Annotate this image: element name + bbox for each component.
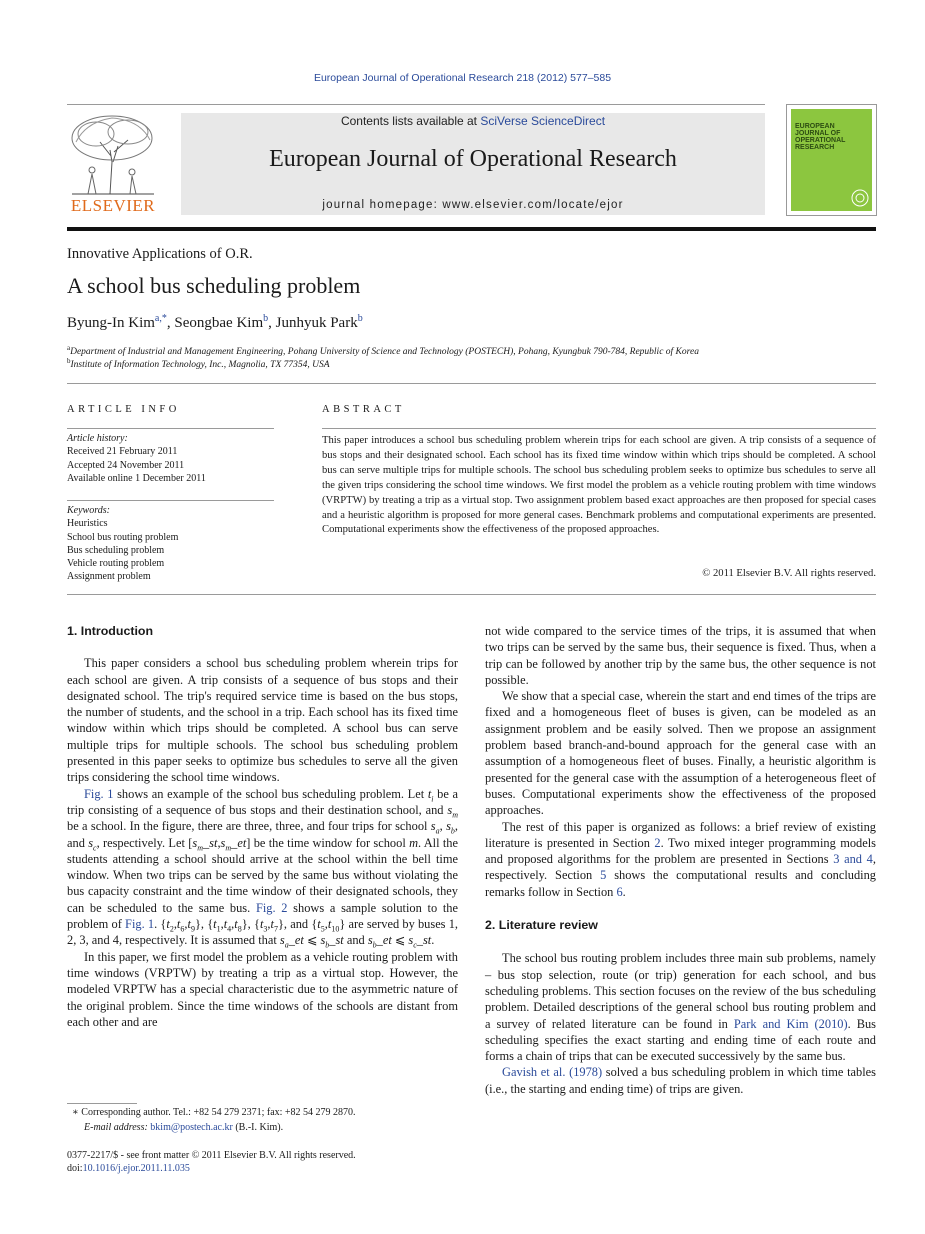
abstract-bottom-rule	[67, 594, 876, 595]
intro-paragraph-1: This paper considers a school bus scheduling problem wherein trips for each school are given. A trip consists of a sequence of bus stops and their designated school. The trip's required service time is based on the bus stops, the number of students, and the school in a trip. Each school has its fixed time window within which trips should be completed. A school bus can serve multiple trips for multiple schools. The school bus scheduling problem presented in this paper seeks to optimize bus schedules to serve all the given trips considering the school time windows.	[67, 656, 458, 785]
section-3-4-link[interactable]: 3 and 4	[833, 852, 873, 867]
seal-icon	[851, 189, 869, 207]
keyword: Assignment problem	[67, 571, 151, 583]
fig1-link[interactable]: Fig. 1	[84, 786, 114, 801]
journal-homepage[interactable]: journal homepage: www.elsevier.com/locate/ejor	[322, 199, 624, 211]
keyword: School bus routing problem	[67, 531, 179, 543]
literature-paragraph-1: The school bus routing problem includes three main sub problems, namely – bus stop selection, route (or trip) generation for each school, and bus scheduling problems. This section focuses on the review of the bus scheduling problem. Detailed descriptions of the general school bus routing problem and a survey of related literature can be found in Park and Kim (2010). Bus scheduling specifies the exact starting and ending time of each route and forms a chain of trips that can be executed successively by the same bus.	[485, 951, 876, 1064]
fig2-link[interactable]: Fig. 2	[255, 900, 288, 915]
cover-image	[791, 109, 872, 211]
author-1[interactable]: Byung-In Kim$^{a,*}$	[67, 313, 167, 331]
section-5-link[interactable]: 5	[600, 868, 607, 883]
doi-link[interactable]: 10.1016/j.ejor.2011.11.035	[82, 1163, 190, 1174]
footnote-rule	[67, 1103, 137, 1104]
keyword: Heuristics	[67, 518, 108, 530]
title-rule	[67, 383, 876, 384]
keywords	[67, 504, 274, 584]
doi-line: doi:10.1016/j.ejor.2011.11.035	[67, 1163, 190, 1174]
intro-paragraph-2: Fig. 1 shows an example of the school bus scheduling problem. Let $t_i$ be a trip consisting of a sequence of bus stops and their destination school, and $s_m$ be a school. In the figure, there are three, three, and four trips for school $s_a$, $s_b$, and $s_c$, respectively. Let $[s_m\_st,s_m\_et]$ be the time window for school m. All the students attending a school should arrive at the school within the bell time window. When two trips can be served by the same bus without violating the bus capacity constraint and the time window of their designated schools, they can be scheduled to the same bus. Fig. 2 shows a sample solution to the problem of Fig. 1. $\{t_2,t_6,t_9\}$, $\{t_1,t_4,t_8\}$, $\{t_3,t_7\}$, and $\{t_5,t_{10}\}$ are served by buses 1, 2, 3, and 4, respectively. It is assumed that $s_a\_et$ ⩽ $s_b\_st$ and $s_b\_et$ ⩽ $s_c\_st$.	[67, 786, 459, 950]
email-link[interactable]: bkim@postech.ac.kr	[150, 1122, 233, 1133]
affiliation-b: $^b$Institute of Information Technology, Inc., Magnolia, TX 77354, USA	[67, 357, 330, 371]
section-2-link[interactable]: 2	[654, 835, 661, 850]
online-date: Available online 1 December 2011	[67, 472, 206, 484]
header-thick-rule	[67, 227, 876, 231]
article-section: Innovative Applications of O.R.	[67, 246, 253, 262]
email-note: E-mail address: bkim@postech.ac.kr (B.-I. Kim).	[84, 1122, 284, 1133]
abstract-rule	[322, 428, 876, 429]
journal-citation[interactable]: European Journal of Operational Research 218 (2012) 577–585	[313, 72, 612, 84]
author-list: Byung-In Kim$^{a,*}$, Seongbae Kim$^b$, Junhyuk Park$^b$	[67, 313, 363, 331]
cover-title: EUROPEAN JOURNAL OF OPERATIONAL RESEARCH	[795, 123, 846, 151]
park-kim-ref[interactable]: Park and Kim (2010)	[733, 1016, 848, 1031]
journal-title: European Journal of Operational Research	[269, 146, 677, 172]
corresponding-author-note: ∗ Corresponding author. Tel.: +82 54 279 2371; fax: +82 54 279 2870.	[72, 1107, 356, 1118]
info-rule-2	[67, 500, 274, 501]
fig1-link-2[interactable]: Fig. 1	[125, 917, 155, 932]
intro-heading: 1. Introduction	[67, 624, 154, 638]
author-3[interactable]: Junhyuk Park$^b$	[275, 313, 363, 331]
elsevier-logo[interactable]	[66, 112, 160, 216]
right-column	[485, 623, 876, 1097]
contents-prefix: Contents lists available at	[340, 114, 481, 128]
abstract-heading: ABSTRACT	[322, 404, 405, 415]
keyword: Vehicle routing problem	[67, 558, 165, 570]
abstract-text: This paper introduces a school bus scheduling problem wherein trips for each school are given. A trip consists of a sequence of bus stops and their designated school. Each school has its fixed time window within which trips should be completed. A school bus can serve multiple trips for multiple schools. The school bus scheduling problem seeks to optimize bus schedules to serve all the given trips considering the school time windows. We first model the problem as a vehicle routing problem with time windows (VRPTW) by treating a trip as a virtual stop. Two assignment problem based exact approaches are then proposed for special cases and a heuristic algorithm is proposed for more general cases. Benchmark problems and computational experiments are presented. Computational experiments show the effectiveness of the proposed approaches.	[322, 435, 876, 536]
received-date: Received 21 February 2011	[67, 446, 178, 458]
info-rule-1	[67, 428, 274, 429]
keyword: Bus scheduling problem	[67, 544, 165, 556]
header-rule	[67, 104, 765, 105]
literature-paragraph-2: Gavish et al. (1978) solved a bus scheduling problem in which time tables (i.e., the starting and ending time) of trips are given.	[485, 1065, 876, 1096]
gavish-ref[interactable]: Gavish et al. (1978)	[502, 1065, 603, 1080]
article-info-heading: ARTICLE INFO	[67, 404, 180, 415]
author-2[interactable]: Seongbae Kim$^b$	[174, 313, 269, 331]
abstract-copyright: © 2011 Elsevier B.V. All rights reserved.	[702, 568, 876, 579]
article-title: A school bus scheduling problem	[67, 273, 361, 298]
sciencedirect-link[interactable]: SciVerse ScienceDirect	[480, 114, 606, 128]
front-matter: 0377-2217/$ - see front matter © 2011 Elsevier B.V. All rights reserved.	[67, 1150, 356, 1161]
left-column	[67, 623, 458, 1030]
right-paragraph-2: We show that a special case, wherein the start and end times of the trips are fixed and a homogeneous fleet of buses is given, can be modeled as an assignment problem and be easily solved. Then we propose an assignment problem based branch-and-bound approach for the general case with an assumption of a homogeneous fleet of buses. Finally, a heuristic algorithm is presented for the general case with the assumption of a heterogeneous fleet of buses. Computational experiments show the effectiveness of the proposed approaches.	[485, 689, 876, 818]
journal-banner	[181, 113, 765, 215]
affiliation-a: $^a$Department of Industrial and Management Engineering, Pohang University of Science and Technology (POSTECH), Pohang, Kyungbuk 790-784, Republic of Korea	[67, 344, 699, 358]
section-6-link[interactable]: 6	[616, 884, 623, 899]
right-paragraph-1: not wide compared to the service times of the trips, it is assumed that when two trips can be served by the same bus, their sequence is fixed. Thus, when a trip can be followed by another trip by the same bus, the other sequence is not possible.	[485, 624, 876, 687]
journal-cover[interactable]	[786, 104, 877, 216]
right-paragraph-3: The rest of this paper is organized as follows: a brief review of existing literature is presented in Section 2. Two mixed integer programming models and proposed algorithms for the problem are presented in Sections 3 and 4, respectively. Section 5 shows the computational results and concluding remarks follow in Section 6.	[485, 819, 877, 899]
intro-paragraph-3: In this paper, we first model the problem as a vehicle routing problem with time windows (VRPTW) by treating a trip as a virtual stop. However, the modeled VRPTW has a special characteristic due to the asymmetric nature of the original problem. Since the time windows of the schools are distant from each other and are	[67, 949, 458, 1029]
contents-available	[181, 114, 765, 128]
keywords-label: Keywords:	[67, 505, 110, 516]
article-history	[67, 432, 274, 485]
publisher-name: ELSEVIER	[70, 196, 156, 215]
history-label: Article history:	[67, 433, 128, 444]
accepted-date: Accepted 24 November 2011	[67, 459, 185, 471]
literature-heading: 2. Literature review	[485, 918, 598, 933]
tree-icon	[66, 112, 160, 196]
